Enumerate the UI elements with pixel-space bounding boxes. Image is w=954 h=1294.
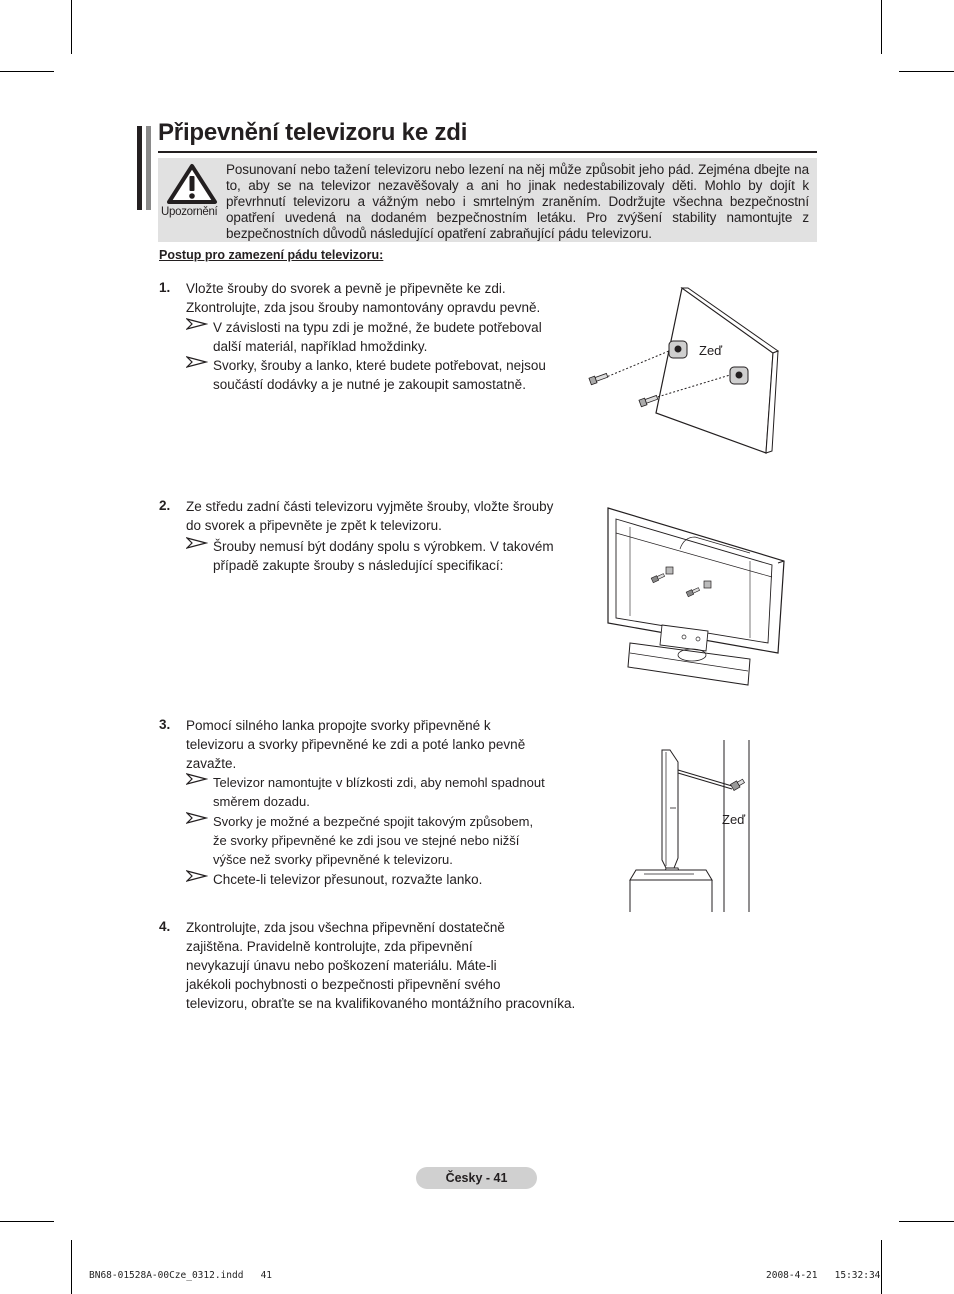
step-text [186,918,575,1013]
title-accent-bar [146,126,151,210]
title-accent-bar [137,126,142,210]
note-line: případě zakupte šrouby s následující specifikací: [213,558,504,573]
step-text [186,497,553,535]
step-line: Zkontrolujte, zda jsou všechna připevnění dostatečně [186,920,505,935]
note-line: Svorky je možné a bezpečné spojit takovým způsobem, [213,814,534,829]
note-line: další materiál, například hmoždinky. [213,339,428,354]
note-arrow-icon [186,355,208,369]
step-line: televizoru a svorky připevněné ke zdi a poté lanko pevně [186,737,526,752]
step-line: zajištěna. Pravidelně kontrolujte, zda připevnění [186,939,473,954]
step-number: 4. [159,919,171,934]
step-line: jakékoli pochybnosti o bezpečnosti připevnění svého [186,977,501,992]
step-line: zavažte. [186,756,237,771]
crop-mark [899,71,954,72]
note-line: Svorky, šrouby a lanko, které budete potřebovat, nejsou [213,358,546,373]
wall-label: Zeď [722,812,746,827]
note-arrow-icon [186,536,208,550]
page-number-badge: Česky - 41 [416,1167,537,1189]
warning-triangle-icon [166,163,218,205]
step-text [186,279,540,317]
wall-label: Zeď [699,343,723,358]
wall-screw-figure [584,285,780,455]
print-slug-file: BN68-01528A-00Cze_0312.indd 41 [89,1270,273,1281]
page-title: Připevnění televizoru ke zdi [158,119,468,146]
note-arrow-icon [186,772,208,786]
step-line: televizoru, obraťte se na kvalifikovaného montážního pracovníka. [186,996,576,1011]
step-number: 2. [159,498,171,513]
crop-mark [71,1240,72,1294]
note-line: směrem dozadu. [213,794,310,809]
procedure-heading: Postup pro zamezení pádu televizoru: [159,248,384,262]
title-rule [158,151,817,153]
step-line: Pomocí silného lanka propojte svorky připevněné k [186,718,491,733]
note-arrow-icon [186,869,208,883]
note-line: Šrouby nemusí být dodány spolu s výrobkem. V takovém [213,539,554,554]
note-line: V závislosti na typu zdi je možné, že budete potřeboval [213,320,542,335]
step-number: 3. [159,717,171,732]
print-slug-date: 2008-4-21 15:32:34 [766,1270,881,1281]
note-line: výšce než svorky připevněné k televizoru. [213,852,453,867]
crop-mark [881,1240,882,1294]
step-number: 1. [159,280,171,295]
crop-mark [881,0,882,54]
note-line: Chcete-li televizor přesunout, rozvažte lanko. [213,872,483,887]
warning-label: Upozornění [161,206,218,218]
note-arrow-icon [186,317,208,331]
tv-rear-figure [600,503,790,691]
step-line: Zkontrolujte, zda jsou šrouby namontovány opravdu pevně. [186,300,541,315]
note-line: součástí dodávky a je nutné je zakoupit samostatně. [213,377,526,392]
note-arrow-icon [186,811,208,825]
step-line: do svorek a připevněte je zpět k televizoru. [186,518,442,533]
step-line: nevykazují únavu nebo poškození materiálu. Máte-li [186,958,497,973]
note-line: Televizor namontujte v blízkosti zdi, aby nemohl spadnout [213,775,545,790]
crop-mark [0,1221,54,1222]
crop-mark [71,0,72,54]
crop-mark [899,1221,954,1222]
warning-text: Posunovaní nebo tažení televizoru nebo lezení na něj může způsobit jeho pád. Zejména dbejte na to, aby se na televizor nezavěšovaly a ani ho jinak nedestabilizovaly děti. Mohlo by dojít k převrhnutí televizoru a vážným nebo i smrtelným zraněním. Dodržujte všechna bezpečnostní opatření uvedená na dodaném bezpečnostním letáku. Pro zvýšení stability namontujte z bezpečnostních důvodů následující opatření zabraňující pádu televizoru. [226,162,809,241]
step-line: Vložte šrouby do svorek a pevně je připevněte ke zdi. [186,281,506,296]
step-line: Ze středu zadní části televizoru vyjměte šrouby, vložte šrouby [186,499,554,514]
step-text [186,716,525,773]
note-line: že svorky připevněné ke zdi jsou ve stejné nebo nižší [213,833,520,848]
crop-mark [0,71,54,72]
